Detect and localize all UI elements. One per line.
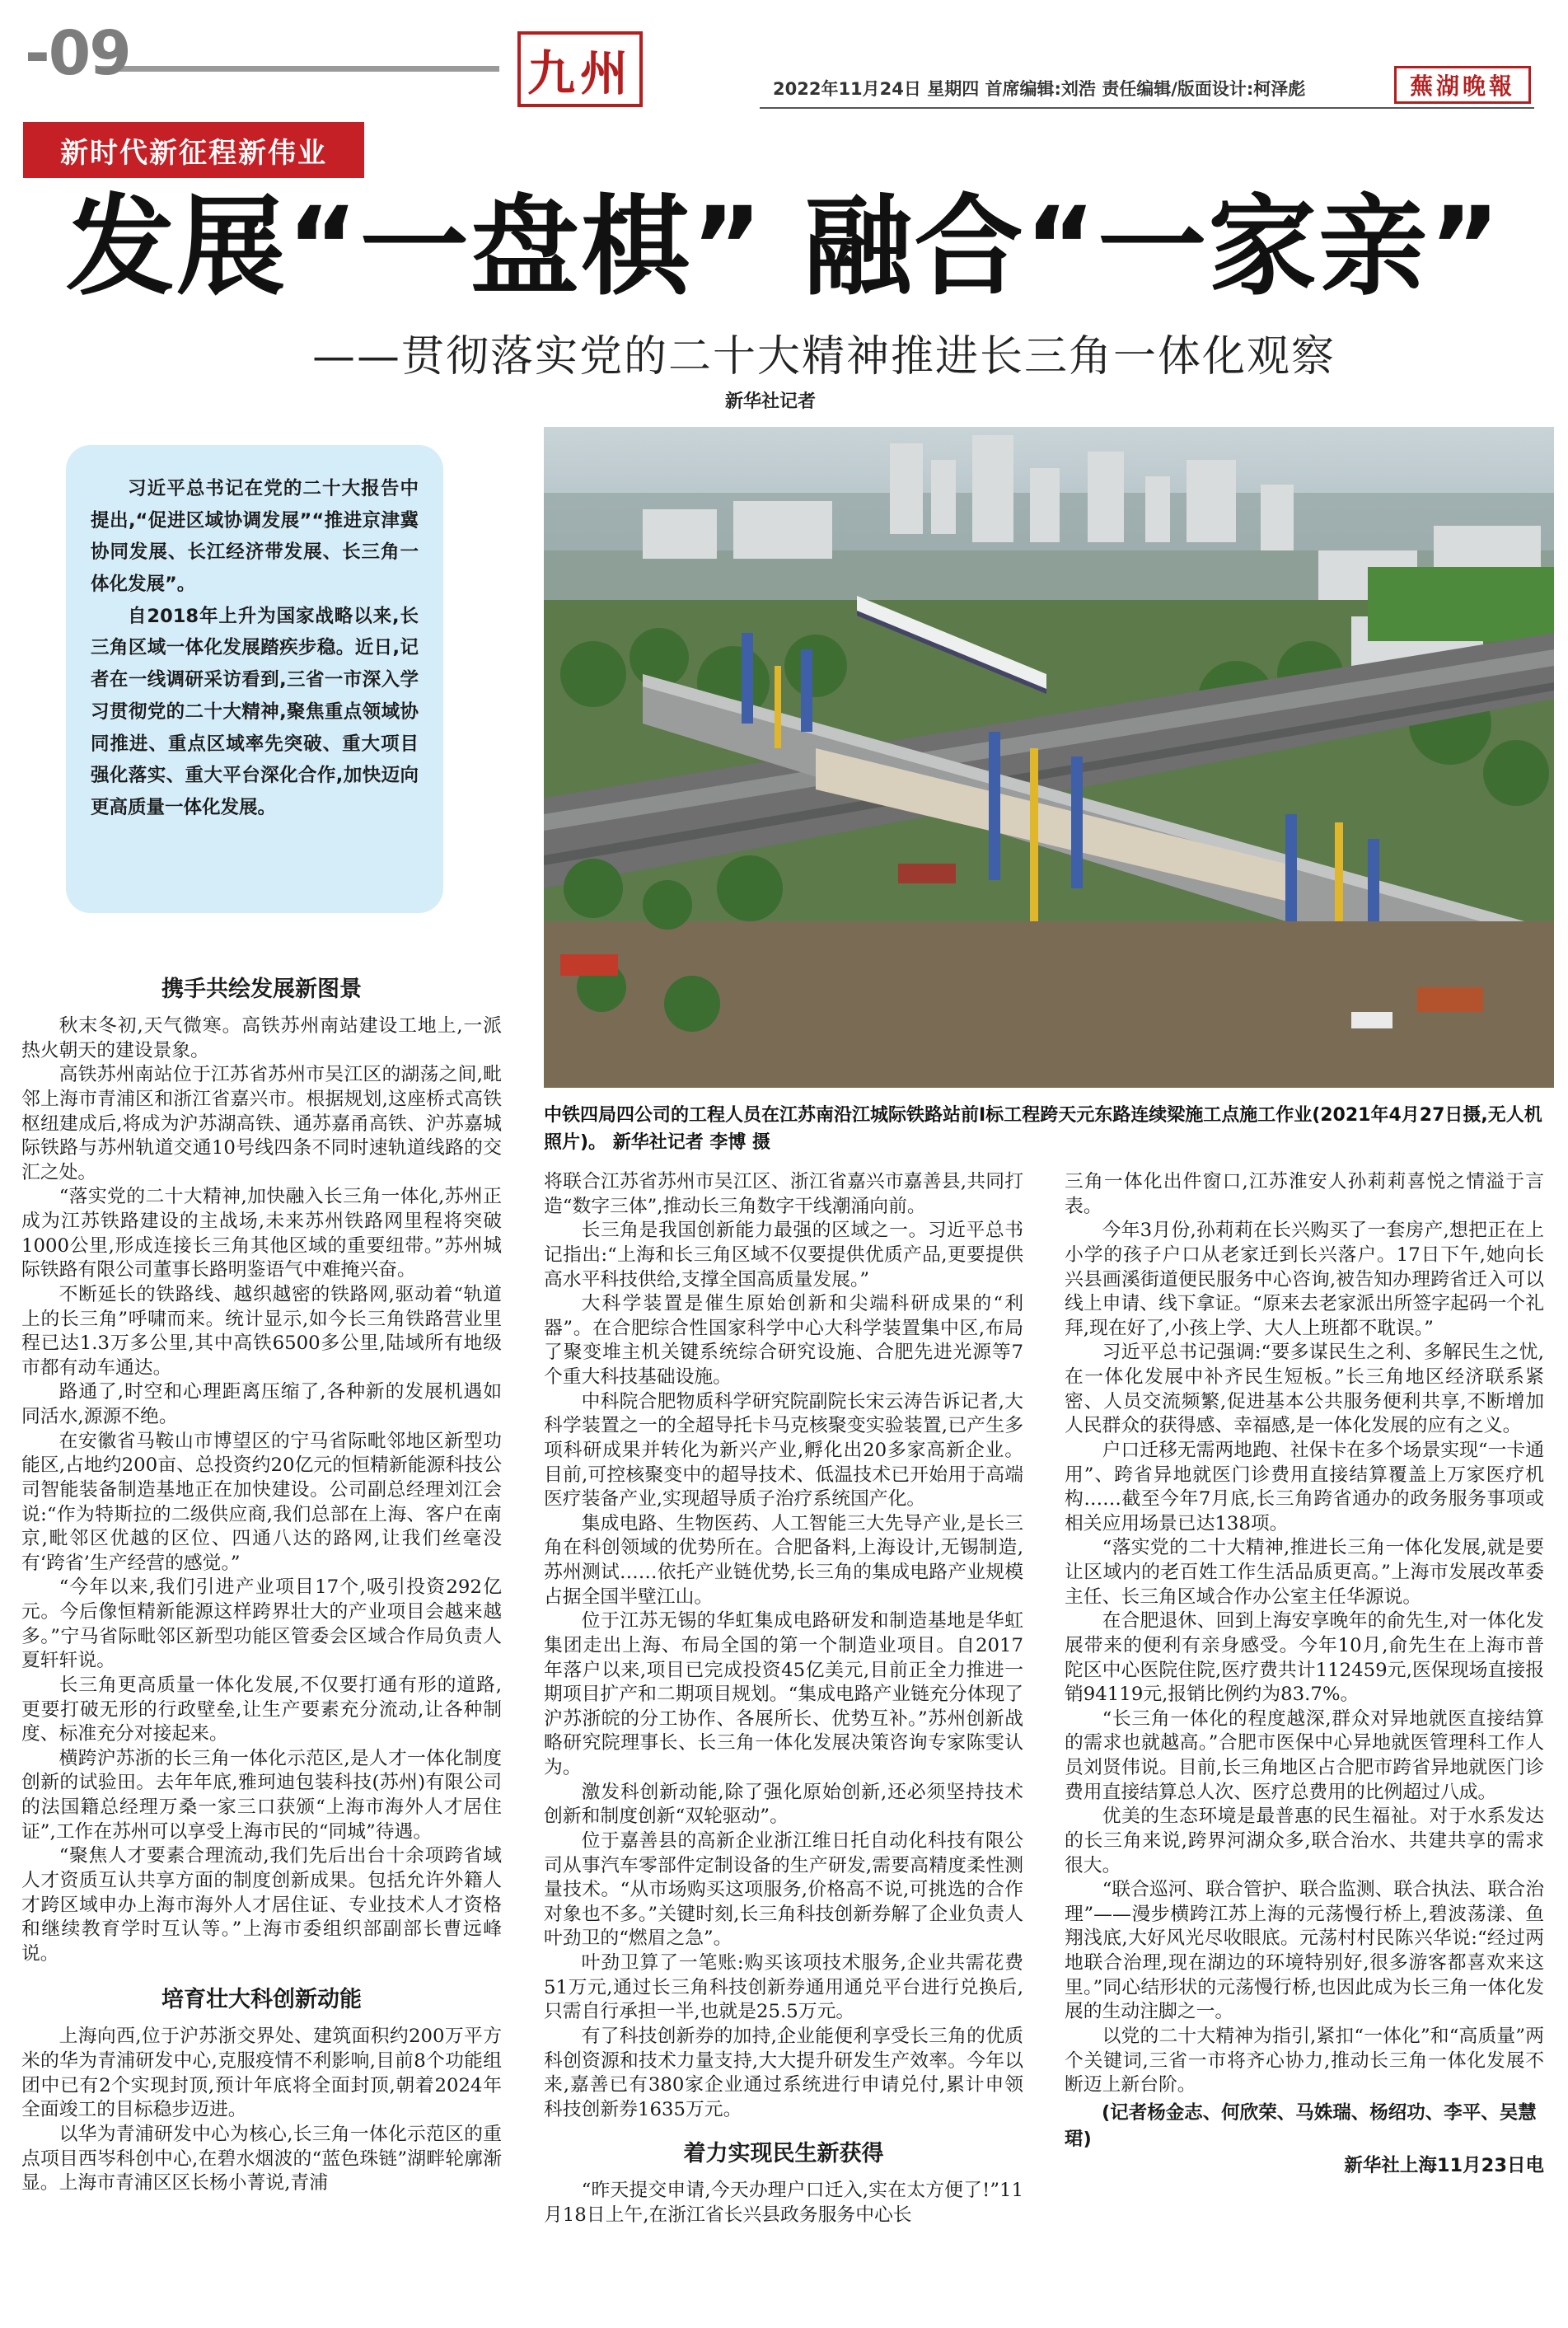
paragraph: 中科院合肥物质科学研究院副院长宋云涛告诉记者,大科学装置之一的全超导托卡马克核聚变实验装置,已产生多项科研成果并转化为新兴产业,孵化出20多家高新企业。目前,可控核聚变中的超导技术、低温技术已开始用于高端医疗装备产业,实现超导质子治疗系统国产化。 xyxy=(544,1390,1023,1511)
paragraph: “今年以来,我们引进产业项目17个,吸引投资292亿元。今后像恒精新能源这样跨界壮大的产业项目会越来越多。”宁马省际毗邻区新型功能区管委会区域合作局负责人夏轩轩说。 xyxy=(21,1576,502,1672)
paragraph: 不断延长的铁路线、越织越密的铁路网,驱动着“轨道上的长三角”呼啸而来。统计显示,如今长三角铁路营业里程已达1.3万多公里,其中高铁6500多公里,陆域所有地级市都有动车通达。 xyxy=(21,1283,502,1379)
paragraph: 习近平总书记强调:“要多谋民生之利、多解民生之忧,在一体化发展中补齐民生短板。”长三角地区经济联系紧密、人员交流频繁,促进基本公共服务便利共享,不断增加人民群众的获得感、幸福感,是一体化发展的应有之义。 xyxy=(1065,1342,1544,1437)
series-banner: 新时代新征程新伟业 xyxy=(23,122,364,178)
paragraph: 以华为青浦研发中心为核心,长三角一体化示范区的重点项目西岑科创中心,在碧水烟波的“蓝色珠链”湖畔轮廓渐显。上海市青浦区区长杨小菁说,青浦 xyxy=(21,2123,502,2195)
paragraph: “落实党的二十大精神,推进长三角一体化发展,就是要让区域内的老百姓工作生活品质更高。”上海市发展改革委主任、长三角区域合作办公室主任华源说。 xyxy=(1065,1537,1544,1608)
news-photo-aerial-railway xyxy=(544,427,1554,1088)
section-label xyxy=(517,31,643,107)
paragraph: 集成电路、生物医药、人工智能三大先导产业,是长三角在科创领域的优势所在。合肥备料,上海设计,无锡制造,苏州测试……依托产业链优势,长三角的集成电路产业规模占据全国半壁江山。 xyxy=(544,1512,1023,1608)
paragraph: “落实党的二十大精神,加快融入长三角一体化,苏州正成为江苏铁路建设的主战场,未来苏州铁路网里程将突破1000公里,形成连接长三角其他区域的重要纽带。”苏州城际铁路有限公司董事长路明鉴语气中难掩兴奋。 xyxy=(21,1186,502,1281)
headline: 发展“一盘棋” 融合“一家亲” xyxy=(66,184,1502,311)
photo-caption: 中铁四局四公司的工程人员在江苏南沿江城际铁路站前Ⅰ标工程跨天元东路连续梁施工点施工作业(2021年4月27日摄,无人机照片)。 新华社记者 李博 摄 xyxy=(544,1105,1542,1153)
lead-paragraph: 自2018年上升为国家战略以来,长三角区域一体化发展踏疾步稳。近日,记者在一线调研采访看到,三省一市深入学习贯彻党的二十大精神,聚焦重点领域协同推进、重点区域率先突破、重大项目强化落实、重大平台深化合作,加快迈向更高质量一体化发展。 xyxy=(91,605,419,818)
paragraph: 秋末冬初,天气微寒。高铁苏州南站建设工地上,一派热火朝天的建设景象。 xyxy=(21,1015,502,1061)
paragraph: 大科学装置是催生原始创新和尖端科研成果的“利器”。在合肥综合性国家科学中心大科学装置集中区,布局了聚变堆主机关键系统综合研究设施、合肥先进光源等7个重大科技基础设施。 xyxy=(544,1293,1023,1388)
paragraph: 今年3月份,孙莉莉在长兴购买了一套房产,想把正在上小学的孩子户口从老家迁到长兴落户。17日下午,她向长兴县画溪街道便民服务中心咨询,被告知办理跨省迁入可以线上申请、线下拿证。“原来去老家派出所签字起码一个礼拜,现在好了,小孩上学、大人上班都不耽误。” xyxy=(1065,1220,1544,1339)
paragraph: 长三角是我国创新能力最强的区域之一。习近平总书记指出:“上海和长三角区域不仅要提供优质产品,更要提供高水平科技供给,支撑全国高质量发展。” xyxy=(544,1220,1023,1290)
paragraph: 叶劲卫算了一笔账:购买该项技术服务,企业共需花费51万元,通过长三角科技创新券通用通兑平台进行兑换后,只需自行承担一半,也就是25.5万元。 xyxy=(544,1952,1023,2023)
paragraph: “联合巡河、联合管护、联合监测、联合执法、联合治理”——漫步横跨江苏上海的元荡慢行桥上,碧波荡漾、鱼翔浅底,大好风光尽收眼底。元荡村村民陈兴华说:“经过两地联合治理,现在湖边的环境特别好,很多游客都喜欢来这里。”同心结形状的元荡慢行桥,也因此成为长三角一体化发展的生动注脚之一。 xyxy=(1065,1879,1544,2023)
paragraph: “昨天提交申请,今天办理户口迁入,实在太方便了!”11月18日上午,在浙江省长兴县政务服务中心长 xyxy=(544,2180,1023,2226)
paragraph: 在安徽省马鞍山市博望区的宁马省际毗邻地区新型功能区,占地约200亩、总投资约20亿元的恒精新能源科技公司智能装备制造基地正在加快建设。公司副总经理刘江会说:“作为特斯拉的二级供应商,我们总部在上海、客户在南京,毗邻区优越的区位、四通八达的路网,让我们丝毫没有‘跨省’生产经营的感觉。” xyxy=(21,1430,502,1574)
section-heading: 培育壮大科创新动能 xyxy=(161,1987,362,2013)
paragraph: 长三角更高质量一体化发展,不仅要打通有形的道路,更要打破无形的行政壁垒,让生产要素充分流动,让各种制度、标准充分对接起来。 xyxy=(21,1674,502,1745)
newspaper-logo: 蕪湖晚報 xyxy=(1394,66,1531,104)
paragraph: “聚焦人才要素合理流动,我们先后出台十余项跨省域人才资质互认共享方面的制度创新成果。包括允许外籍人才跨区域申办上海市海外人才居住证、专业技术人才资格和继续教育学时互认等。”上海市委组织部副部长曹远峰说。 xyxy=(21,1845,502,1965)
lead-summary-box xyxy=(66,445,443,913)
section-name: 九州 xyxy=(527,45,633,101)
reporter-credits: (记者杨金志、何欣荣、马姝瑞、杨绍功、李平、吴慧珺) xyxy=(1065,2101,1537,2150)
paragraph: 三角一体化出件窗口,江苏淮安人孙莉莉喜悦之情溢于言表。 xyxy=(1065,1171,1544,1217)
paragraph: 路通了,时空和心理距离压缩了,各种新的发展机遇如同活水,源源不绝。 xyxy=(21,1381,502,1427)
paragraph: “长三角一体化的程度越深,群众对异地就医直接结算的需求也就越高。”合肥市医保中心异地就医管理科工作人员刘贤伟说。目前,长三角地区占合肥市跨省异地就医门诊费用直接结算总人次、医疗总费用的比例超过八成。 xyxy=(1065,1707,1544,1803)
paragraph: 位于嘉善县的高新企业浙江维日托自动化科技有限公司从事汽车零部件定制设备的生产研发,需要高精度柔性测量技术。“从市场购买这项服务,价格高不说,可挑选的合作对象也不多。”关键时刻,长三角科技创新券解了企业负责人叶劲卫的“燃眉之急”。 xyxy=(544,1829,1023,1950)
paragraph: 优美的生态环境是最普惠的民生福祉。对于水系发达的长三角来说,跨界河湖众多,联合治水、共建共享的需求很大。 xyxy=(1065,1806,1544,1876)
paragraph: 将联合江苏省苏州市吴江区、浙江省嘉兴市嘉善县,共同打造“数字三体”,推动长三角数字干线潮涌向前。 xyxy=(544,1171,1023,1217)
byline: 新华社记者 xyxy=(725,391,817,412)
article-column-2 xyxy=(544,1170,1023,2228)
paragraph: 位于江苏无锡的华虹集成电路研发和制造基地是华虹集团走出上海、布局全国的第一个制造业项目。自2017年落户以来,项目已完成投资45亿美元,目前正全力推进一期项目扩产和二期项目规划。“集成电路产业链充分体现了沪苏浙皖的分工协作、各展所长、优势互补。”苏州创新战略研究院理事长、长三角一体化发展决策咨询专家陈雯认为。 xyxy=(544,1610,1023,1778)
article-column-1 xyxy=(21,971,502,2196)
paragraph: 有了科技创新券的加持,企业能便利享受长三角的优质科创资源和技术力量支持,大大提升研发生产效率。今年以来,嘉善已有380家企业通过系统进行申请兑付,累计申领科技创新券1635万元。 xyxy=(544,2025,1023,2120)
paragraph: 上海向西,位于沪苏浙交界处、建筑面积约200万平方米的华为青浦研发中心,克服疫情不利影响,目前8个功能组团中已有2个实现封顶,预计年底将全面封顶,朝着2024年全面竣工的目标稳步迈进。 xyxy=(21,2026,502,2121)
photo-illustration xyxy=(544,427,1554,1088)
paragraph: 以党的二十大精神为指引,紧扣“一体化”和“高质量”两个关键词,三省一市将齐心协力,推动长三角一体化发展不断迈上新台阶。 xyxy=(1065,2025,1544,2096)
header-rule-left xyxy=(96,66,499,72)
header-meta: 2022年11月24日 星期四 首席编辑:刘浩 责任编辑/版面设计:柯泽彪 xyxy=(773,79,1306,99)
paragraph: 横跨沪苏浙的长三角一体化示范区,是人才一体化制度创新的试验田。去年年底,雅珂迪包装科技(苏州)有限公司的法国籍总经理万桑一家三口获颁“上海市海外人才居住证”,工作在苏州可以享受上海市民的“同城”待遇。 xyxy=(21,1747,502,1843)
page-number: -09 xyxy=(25,18,130,89)
article-column-3 xyxy=(1065,1170,1544,2177)
paragraph: 在合肥退休、回到上海安享晚年的俞先生,对一体化发展带来的便利有亲身感受。今年10月,俞先生在上海市普陀区中心医院住院,医疗费共计112459元,医保现场直接报销94119元,报销比例约为83.7%。 xyxy=(1065,1610,1544,1706)
paragraph: 激发科创新动能,除了强化原始创新,还必须坚持技术创新和制度创新“双轮驱动”。 xyxy=(544,1781,1023,1828)
section-heading: 携手共绘发展新图景 xyxy=(161,977,362,1002)
paragraph: 高铁苏州南站位于江苏省苏州市吴江区的湖荡之间,毗邻上海市青浦区和浙江省嘉兴市。根据规划,这座桥式高铁枢纽建成后,将成为沪苏湖高铁、通苏嘉甬高铁、沪苏嘉城际铁路与苏州轨道交通10号线四条不同时速轨道线路的交汇之处。 xyxy=(21,1064,502,1183)
section-heading: 着力实现民生新获得 xyxy=(683,2141,884,2167)
lead-paragraph: 习近平总书记在党的二十大报告中提出,“促进区域协调发展”“推进京津冀协同发展、长江经济带发展、长三角一体化发展”。 xyxy=(91,478,419,596)
paragraph: 户口迁移无需两地跑、社保卡在多个场景实现“一卡通用”、跨省异地就医门诊费用直接结算覆盖上万家医疗机构……截至今年7月底,长三角跨省通办的政务服务事项或相关应用场景已达138项。 xyxy=(1065,1439,1544,1534)
subheadline: ——贯彻落实党的二十大精神推进长三角一体化观察 xyxy=(311,332,1336,382)
header-rule-right xyxy=(760,107,1534,109)
dateline: 新华社上海11月23日电 xyxy=(1344,2154,1544,2176)
